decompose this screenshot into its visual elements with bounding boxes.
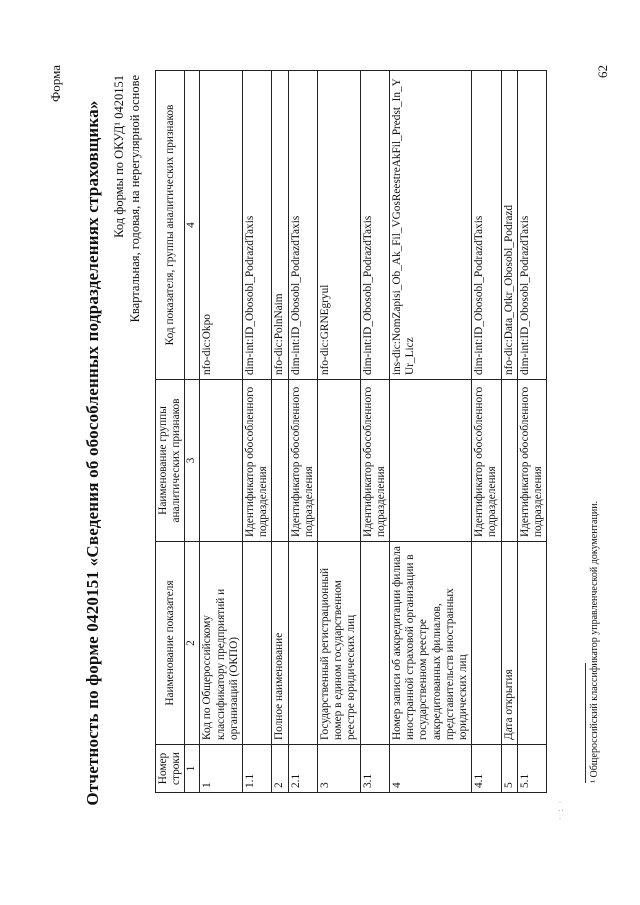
table-row	[472, 71, 501, 793]
indicator-code: nfo-dic:Okpo	[200, 71, 243, 380]
table-row	[243, 71, 272, 793]
row-number: 5	[501, 745, 517, 793]
table-row	[272, 71, 288, 793]
indicator-code: nfo-dic:Data_Otkr_Obosobl_Podrazd	[501, 71, 517, 380]
indicator-code: dim-int:ID_Obosobl_PodrazdTaxis	[288, 71, 317, 380]
indicator-code: dim-int:ID_Obosobl_PodrazdTaxis	[472, 71, 501, 380]
group-name: Идентификатор обособленного подразделения	[360, 380, 389, 542]
footnote-divider	[585, 663, 586, 783]
column-number-row	[185, 71, 200, 793]
indicator-name	[288, 542, 317, 745]
indicator-code: nfo-dic:PolnNaim	[272, 71, 288, 380]
page-number: 62	[595, 65, 610, 78]
group-name	[318, 380, 361, 542]
periodicity-line: Квартальная, годовая, на нерегулярной основе	[128, 75, 142, 323]
indicator-name: Дата открытия	[501, 542, 517, 745]
group-name: Идентификатор обособленного подразделения	[288, 380, 317, 542]
indicator-name: Код по Общероссийскому классификатору предприятий и организаций (ОКПО)	[200, 542, 243, 745]
page-title: Отчетность по форме 0420151 «Сведения об обособленных подразделениях страховщика»	[83, 100, 102, 806]
table-row	[501, 71, 517, 793]
row-number: 3	[318, 745, 361, 793]
row-number: 1.1	[243, 745, 272, 793]
header-indicator-name: Наименование показателя	[156, 542, 185, 745]
indicator-code: nfo-dic:GRNEgryul	[318, 71, 361, 380]
row-number: 5.1	[517, 745, 546, 793]
scan-marks: · : ·	[556, 798, 565, 820]
indicator-name	[243, 542, 272, 745]
indicator-name	[517, 542, 546, 745]
footnote: ¹ Общероссийский классификатор управленческой документации.	[589, 500, 600, 783]
indicator-code: dim-int:ID_Obosobl_PodrazdTaxis	[243, 71, 272, 380]
indicator-code: ins-dic:NomZapisi_Ob_Ak_Fil_VGosReestreAkFil_Predst_In_YUr_Licz	[390, 71, 472, 380]
header-row-number: Номер строки	[156, 745, 185, 793]
table-row	[200, 71, 243, 793]
column-number: 1	[185, 745, 200, 793]
table-row	[517, 71, 546, 793]
row-number: 4	[390, 745, 472, 793]
header-group-name: Наименование группы аналитических признаков	[156, 380, 185, 542]
column-number: 3	[185, 380, 200, 542]
indicators-table	[155, 70, 547, 793]
indicator-name: Полное наименование	[272, 542, 288, 745]
indicator-name	[472, 542, 501, 745]
table-row	[288, 71, 317, 793]
indicator-code: dim-int:ID_Obosobl_PodrazdTaxis	[517, 71, 546, 380]
group-name: Идентификатор обособленного подразделения	[243, 380, 272, 542]
row-number: 2.1	[288, 745, 317, 793]
table-row	[360, 71, 389, 793]
indicator-name: Государственный регистрационный номер в едином государственном реестре юридических лиц	[318, 542, 361, 745]
group-name	[272, 380, 288, 542]
indicator-name: Номер записи об аккредитации филиала иностранной страховой организации в государственном реестре аккредитованных филиалов, представительств иностранных юридических лиц	[390, 542, 472, 745]
okud-code-line: Код формы по ОКУД¹ 0420151	[112, 75, 126, 238]
table-row	[318, 71, 361, 793]
column-number: 4	[185, 71, 200, 380]
form-label: Форма	[48, 65, 63, 102]
group-name	[501, 380, 517, 542]
group-name: Идентификатор обособленного подразделения	[517, 380, 546, 542]
indicator-name	[360, 542, 389, 745]
row-number: 2	[272, 745, 288, 793]
row-number: 3.1	[360, 745, 389, 793]
group-name	[200, 380, 243, 542]
row-number: 4.1	[472, 745, 501, 793]
group-name	[390, 380, 472, 542]
row-number: 1	[200, 745, 243, 793]
table-row	[390, 71, 472, 793]
group-name: Идентификатор обособленного подразделения	[472, 380, 501, 542]
column-number: 2	[185, 542, 200, 745]
header-code: Код показателя, группы аналитических признаков	[156, 71, 185, 380]
table-header-row	[156, 71, 185, 793]
indicator-code: dim-int:ID_Obosobl_PodrazdTaxis	[360, 71, 389, 380]
